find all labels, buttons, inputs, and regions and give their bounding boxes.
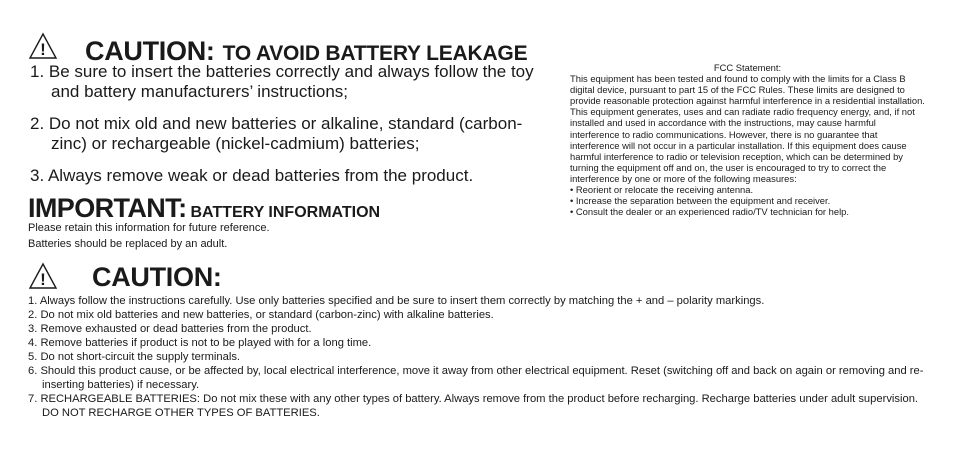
list-item: 4. Remove batteries if product is not to be played with for a long time. (28, 337, 372, 349)
list-item: • Consult the dealer or an experienced radio/TV technician for help. (570, 206, 849, 218)
important-line: Please retain this information for future reference. (28, 222, 270, 234)
svg-text:!: ! (40, 270, 46, 289)
list-item: 1. Be sure to insert the batteries correctly and always follow the toy and battery manufacturers’ instructions; (30, 62, 534, 101)
list-item: 3. Always remove weak or dead batteries from the product. (30, 166, 474, 185)
list-item: • Increase the separation between the equipment and receiver. (570, 195, 831, 207)
list-item: 5. Do not short-circuit the supply terminals. (28, 351, 241, 363)
warning-triangle-icon (28, 32, 58, 60)
fcc-title: FCC Statement: (713, 62, 782, 73)
caution-top-list (30, 62, 550, 186)
fcc-bullets (570, 184, 925, 217)
important-title: IMPORTANT: (28, 193, 187, 223)
list-item: 1. Always follow the instructions carefully. Use only batteries specified and be sure to insert them correctly by matching the + and – polarity markings. (28, 295, 765, 307)
important-subtitle: BATTERY INFORMATION (190, 204, 381, 221)
list-item: 7. RECHARGEABLE BATTERIES: Do not mix these with any other types of battery. Always remove from the product before recharging. Recharge batteries under adult supervision. DO NOT RECHARGE OTHER TYPES OF BATTERIES. (28, 393, 919, 419)
list-item: 3. Remove exhausted or dead batteries from the product. (28, 323, 312, 335)
warning-triangle-icon (28, 262, 58, 290)
caution-top-subtitle: TO AVOID BATTERY LEAKAGE (222, 42, 528, 65)
important-line: Batteries should be replaced by an adult. (28, 238, 228, 250)
svg-text:!: ! (40, 40, 46, 59)
fcc-statement (570, 62, 925, 217)
list-item: 2. Do not mix old batteries and new batteries, or standard (carbon-zinc) with alkaline batteries. (28, 309, 494, 321)
list-item: 2. Do not mix old and new batteries or alkaline, standard (carbon-zinc) or rechargeable (nickel-cadmium) batteries; (30, 114, 523, 153)
important-header (28, 193, 380, 224)
fcc-body: This equipment has been tested and found to comply with the limits for a Class B digital device, pursuant to part 15 of the FCC Rules. These limits are designed to provide reasonable protection against harmful interference in a residential installation. This equipment generates, uses and can radiate radio frequency energy, and, if not installed and used in accordance with the instructions, may cause harmful interference to radio communications. However, there is no guarantee that interference will not occur in a particular installation. If this equipment does cause harmful interference to radio or television reception, which can be determined by turning the equipment off and on, the user is encouraged to try to correct the interference by one or more of the following measures: (570, 73, 925, 184)
list-item: 6. Should this product cause, or be affected by, local electrical interference, move it away from other electrical equipment. Reset (switching off and back on again or removing and re-inserting batteries) if necessary. (28, 365, 924, 391)
list-item: • Reorient or relocate the receiving antenna. (570, 184, 754, 196)
caution-bottom-list (28, 294, 928, 420)
caution-bottom-title: CAUTION: (92, 262, 222, 292)
caution-top-title: CAUTION: (85, 36, 215, 66)
